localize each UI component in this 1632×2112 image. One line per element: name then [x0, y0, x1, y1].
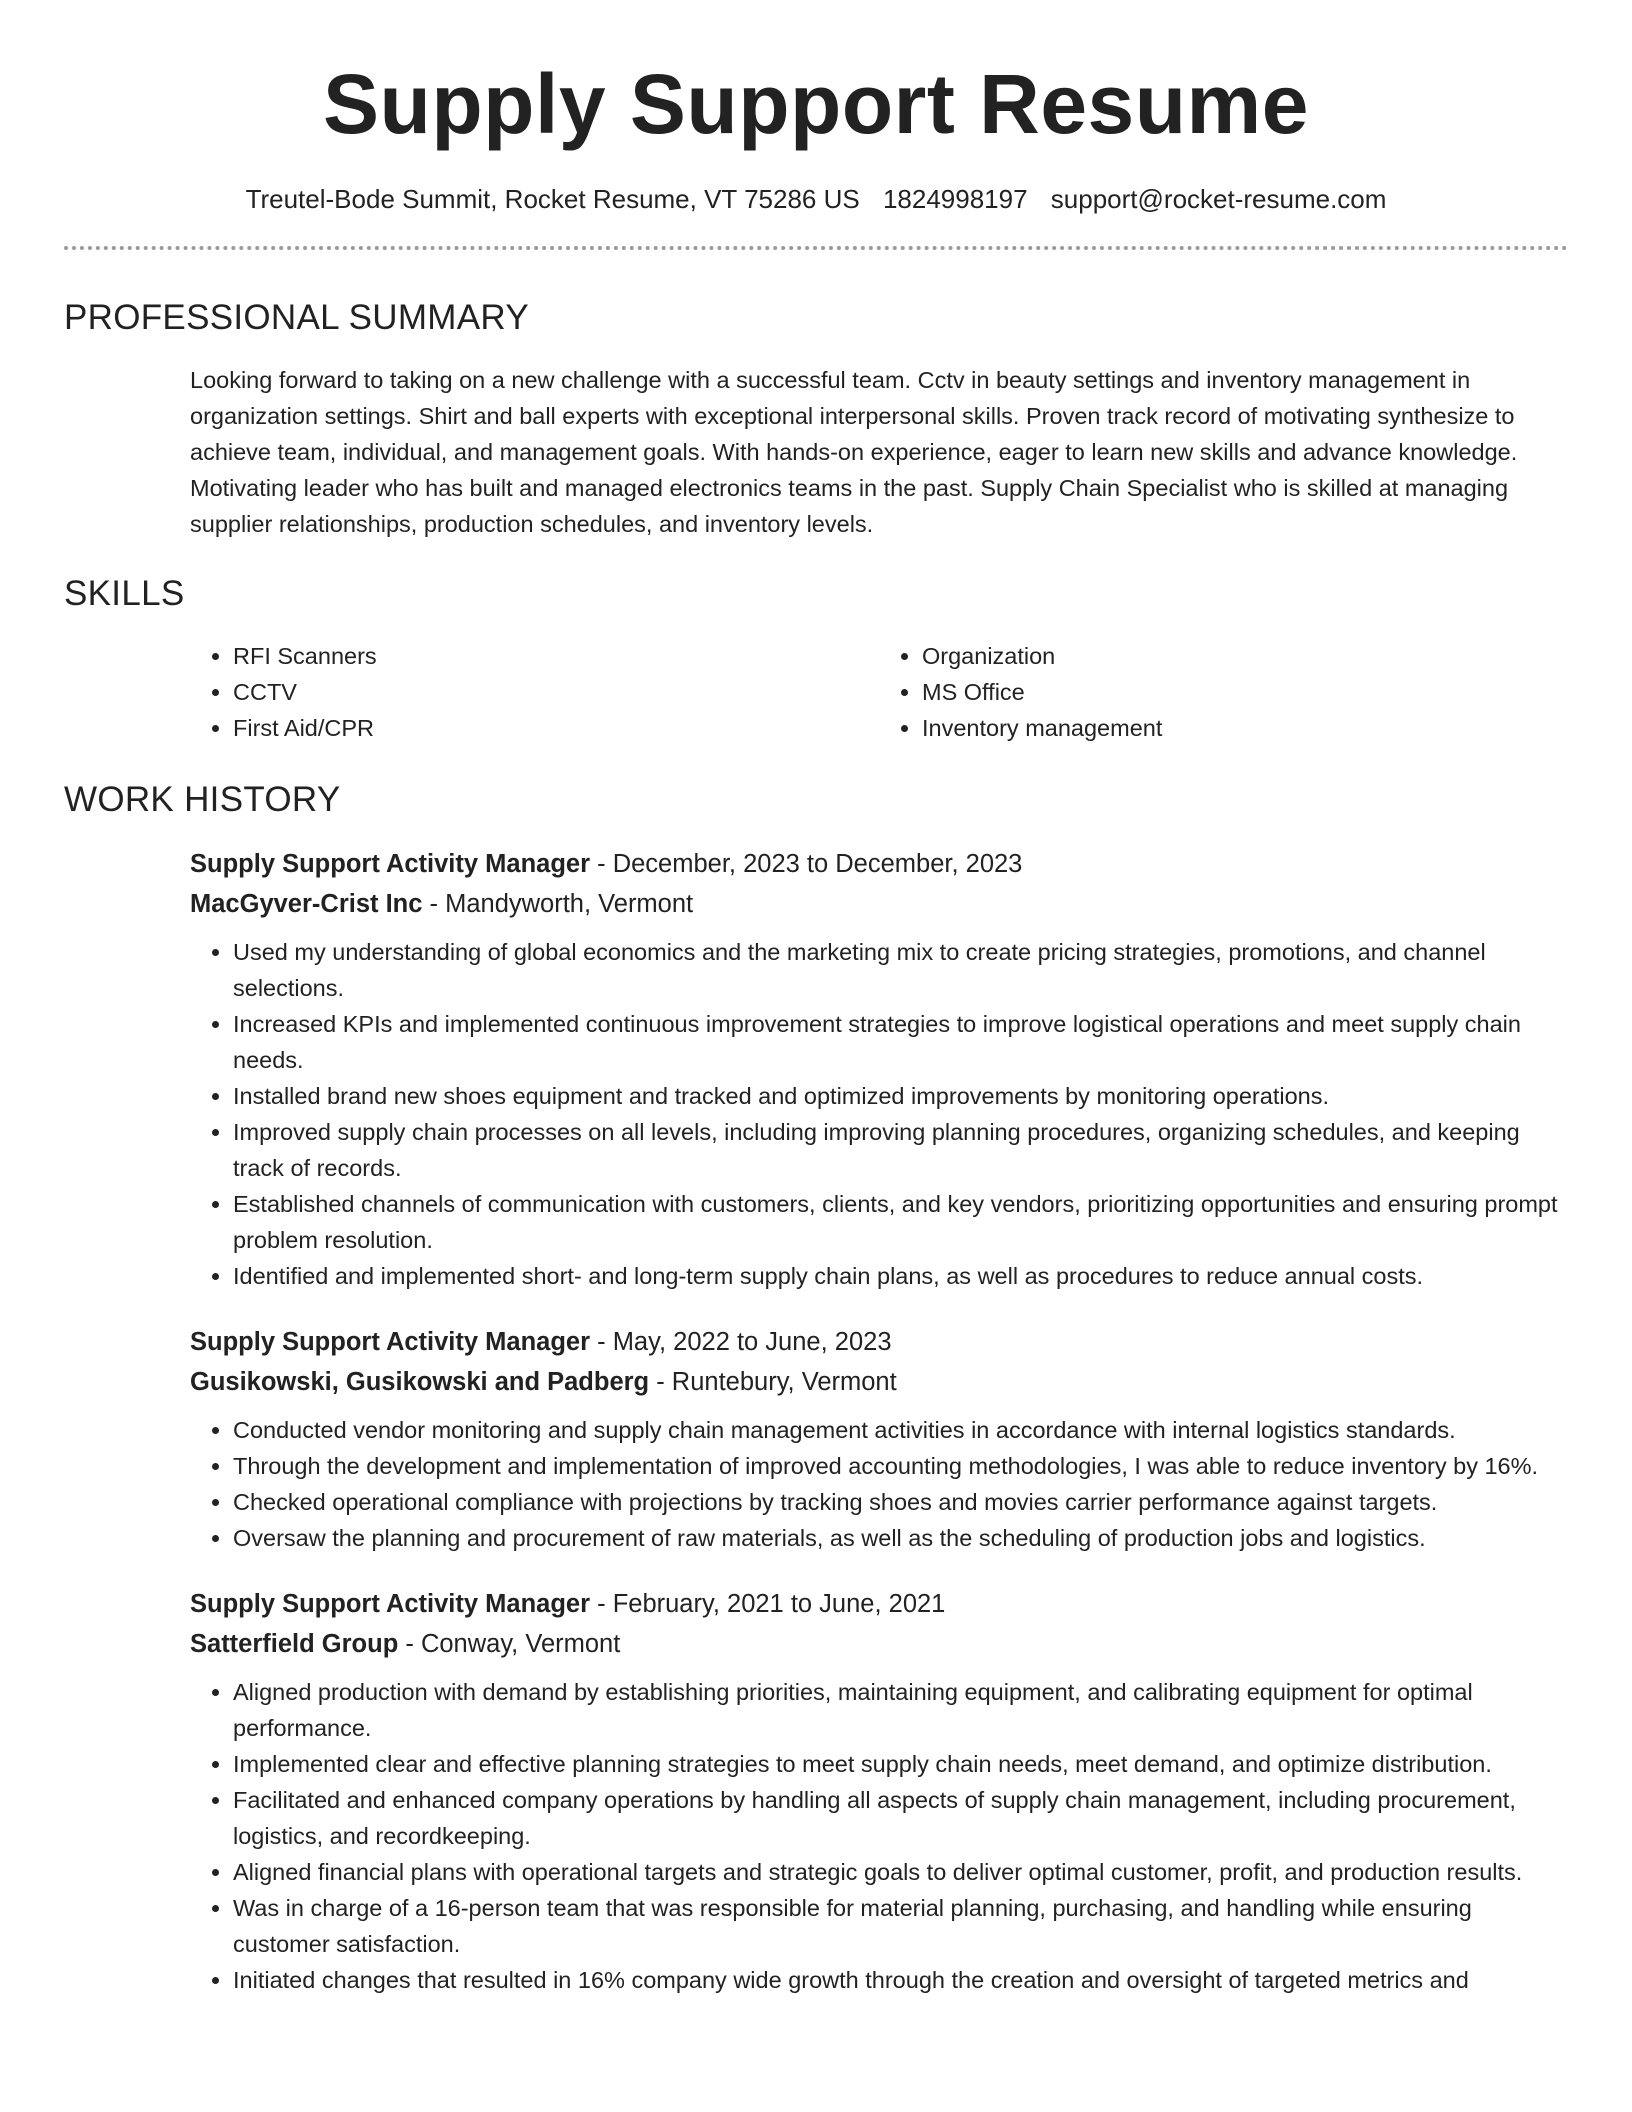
- skill-item: • First Aid/CPR: [233, 710, 879, 746]
- job-bullet: • Identified and implemented short- and long-term supply chain plans, as well as procedures to reduce annual costs.: [233, 1258, 1568, 1294]
- job-bullets: [190, 1674, 1568, 1998]
- job-company-line: [190, 1362, 1568, 1402]
- skill-item: • Inventory management: [922, 710, 1568, 746]
- section-title-skills: SKILLS: [64, 574, 185, 613]
- skills-column-right: [879, 638, 1568, 746]
- job-company-line: [190, 1624, 1568, 1664]
- job-location: - Runtebury, Vermont: [649, 1368, 897, 1396]
- job-bullet: • Conducted vendor monitoring and supply chain management activities in accordance with internal logistics standards.: [233, 1412, 1568, 1448]
- job-title-line: [190, 844, 1568, 884]
- job-company: Gusikowski, Gusikowski and Padberg: [190, 1368, 650, 1396]
- skill-item: • Organization: [922, 638, 1568, 674]
- skills-list: [190, 638, 1568, 746]
- job-bullet: • Oversaw the planning and procurement of raw materials, as well as the scheduling of production jobs and logistics.: [233, 1520, 1568, 1556]
- job-bullet: • Checked operational compliance with projections by tracking shoes and movies carrier performance against targets.: [233, 1484, 1568, 1520]
- skill-item: • MS Office: [922, 674, 1568, 710]
- job-bullet: • Increased KPIs and implemented continuous improvement strategies to improve logistical operations and meet supply chain needs.: [233, 1006, 1568, 1078]
- job-entry: [190, 844, 1568, 1294]
- skill-item: • RFI Scanners: [233, 638, 879, 674]
- job-bullet: • Aligned financial plans with operational targets and strategic goals to deliver optimal customer, profit, and production results.: [233, 1854, 1568, 1890]
- job-dates: - May, 2022 to June, 2023: [590, 1328, 892, 1356]
- summary-text: Looking forward to taking on a new challenge with a successful team. Cctv in beauty settings and inventory management in organization settings. Shirt and ball experts with exceptional interpersonal skills. Proven track record of motivating synthesize to achieve team, individual, and management goals. With hands-on experience, eager to learn new skills and advance knowledge. Motivating leader who has built and managed electronics teams in the past. Supply Chain Specialist who is skilled at managing supplier relationships, production schedules, and inventory levels.: [190, 367, 1518, 537]
- job-bullet: • Installed brand new shoes equipment and tracked and optimized improvements by monitoring operations.: [233, 1078, 1568, 1114]
- job-location: - Mandyworth, Vermont: [422, 890, 694, 918]
- job-title: Supply Support Activity Manager: [190, 1328, 591, 1356]
- job-bullets: [190, 1412, 1568, 1556]
- job-bullet: • Used my understanding of global economics and the marketing mix to create pricing strategies, promotions, and channel selections.: [233, 934, 1568, 1006]
- job-dates: - February, 2021 to June, 2021: [590, 1590, 946, 1618]
- job-bullet: • Was in charge of a 16-person team that was responsible for material planning, purchasing, and handling while ensuring customer satisfaction.: [233, 1890, 1568, 1962]
- job-bullet: • Initiated changes that resulted in 16% company wide growth through the creation and oversight of targeted metrics and: [233, 1962, 1568, 1998]
- section-title-work-history: WORK HISTORY: [64, 780, 341, 819]
- job-bullet: • Improved supply chain processes on all levels, including improving planning procedures, organizing schedules, and keeping track of records.: [233, 1114, 1568, 1186]
- job-entry: [190, 1584, 1568, 1998]
- job-dates: - December, 2023 to December, 2023: [590, 850, 1023, 878]
- resume-title: Supply Support Resume: [323, 57, 1309, 151]
- job-company: Satterfield Group: [190, 1630, 399, 1658]
- header-divider: [64, 246, 1568, 250]
- job-bullet: • Aligned production with demand by establishing priorities, maintaining equipment, and calibrating equipment for optimal performance.: [233, 1674, 1568, 1746]
- job-title: Supply Support Activity Manager: [190, 1590, 591, 1618]
- contact-line: [0, 182, 1632, 216]
- job-company-line: [190, 884, 1568, 924]
- job-title-line: [190, 1322, 1568, 1362]
- job-title-line: [190, 1584, 1568, 1624]
- job-company: MacGyver-Crist Inc: [190, 890, 423, 918]
- job-bullets: [190, 934, 1568, 1294]
- job-entry: [190, 1322, 1568, 1556]
- contact-address: Treutel-Bode Summit, Rocket Resume, VT 75286 US: [245, 184, 860, 214]
- skill-item: • CCTV: [233, 674, 879, 710]
- contact-email: support@rocket-resume.com: [1050, 184, 1387, 214]
- section-title-summary: PROFESSIONAL SUMMARY: [64, 298, 529, 337]
- job-bullet: • Established channels of communication with customers, clients, and key vendors, prioritizing opportunities and ensuring prompt problem resolution.: [233, 1186, 1568, 1258]
- job-location: - Conway, Vermont: [398, 1630, 621, 1658]
- job-bullet: • Facilitated and enhanced company operations by handling all aspects of supply chain management, including procurement, logistics, and recordkeeping.: [233, 1782, 1568, 1854]
- skills-column-left: [190, 638, 879, 746]
- job-bullet: • Implemented clear and effective planning strategies to meet supply chain needs, meet demand, and optimize distribution.: [233, 1746, 1568, 1782]
- contact-phone: 1824998197: [882, 184, 1028, 214]
- job-title: Supply Support Activity Manager: [190, 850, 591, 878]
- job-bullet: • Through the development and implementation of improved accounting methodologies, I was able to reduce inventory by 16%.: [233, 1448, 1568, 1484]
